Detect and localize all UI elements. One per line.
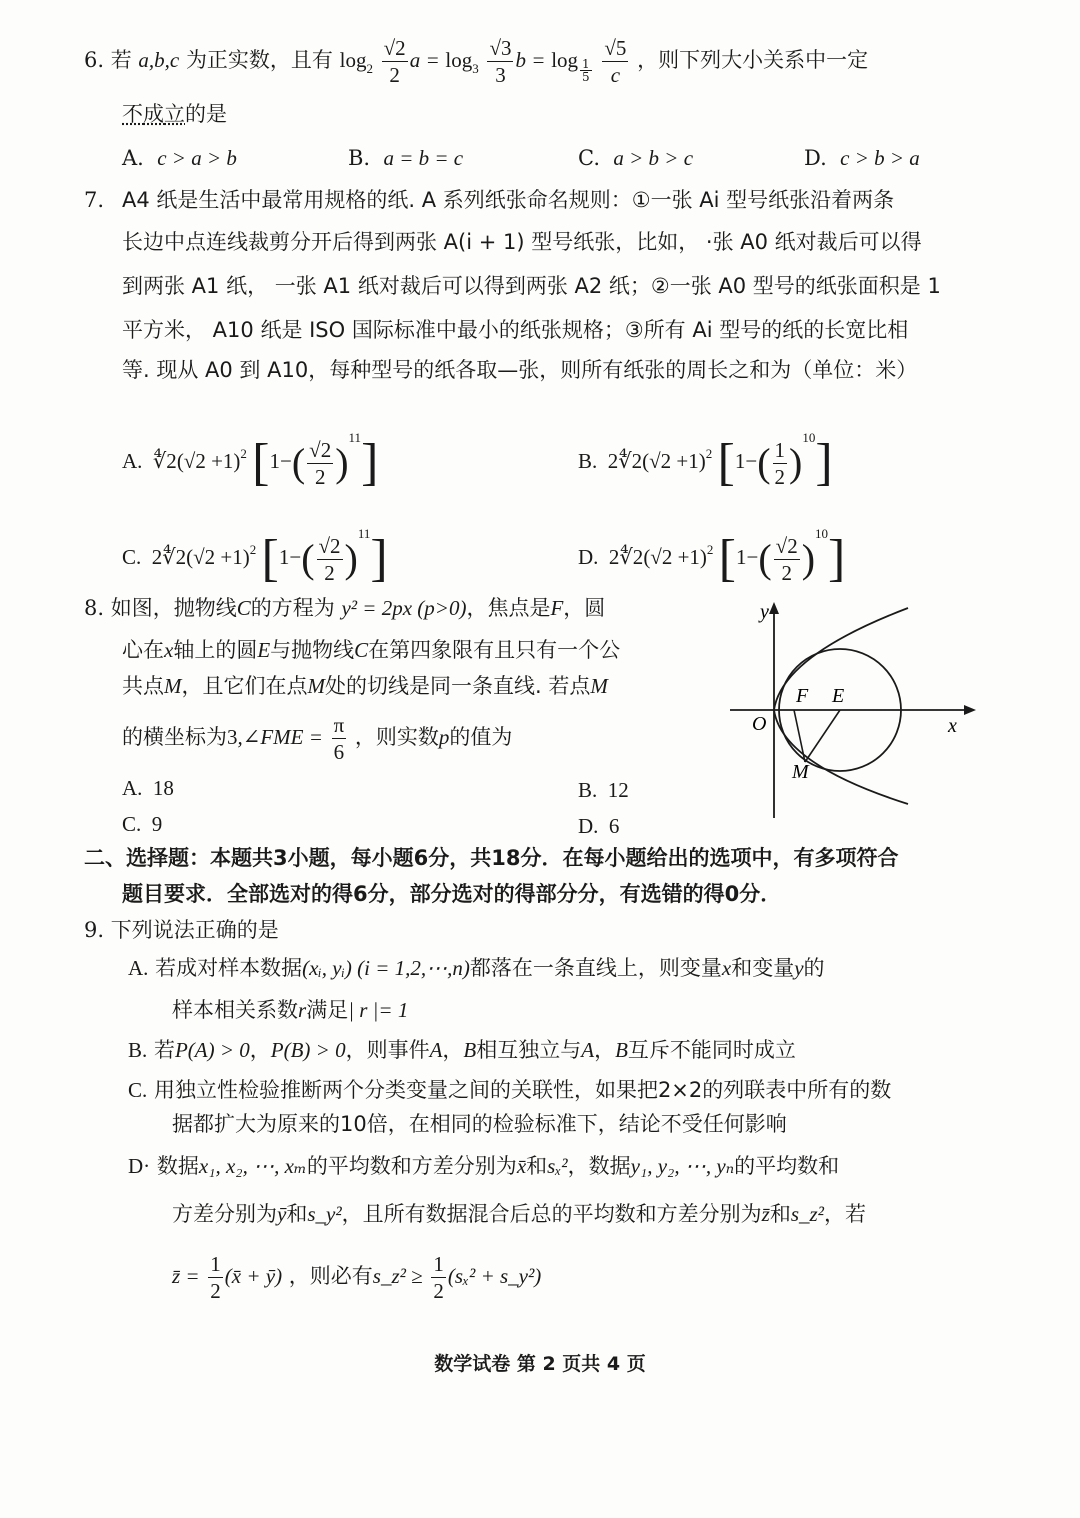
q6-option-d[interactable]: D. c > b > a <box>804 146 920 170</box>
q7-option-a[interactable]: A. ∜2(√2 +1)$^2$ [1−( $\frac{√2}{2}$ )$^{11}$] <box>122 430 379 492</box>
q6-base-frac: $\frac{1}{5}$ <box>582 57 590 84</box>
q9-stem: 9. 下列说法正确的是 <box>84 918 279 942</box>
q7-option-b[interactable]: B. 2∜2(√2 +1)$^2$ [1−( $\frac{1}{2}$ )$^{10}$] <box>578 430 833 492</box>
q6-stem-line1: 6. 若 a,b,c 为正实数，且有 $\log_2$ $\frac{√2}{2}$ $a = \log_3$ $\frac{√3}{3}$ b = log $\frac{1}{5}$ $\frac{√5}{c}$ ，则下列大小关系中一定 <box>84 36 869 87</box>
q6-option-b[interactable]: B. a = b = c <box>348 146 464 170</box>
q7-stem-line1: A4 纸是生活中最常用规格的纸. A 系列纸张命名规则：①一张 Ai 型号纸张沿着两条 <box>122 188 895 212</box>
label-y: y <box>760 601 769 623</box>
label-e: E <box>832 685 845 707</box>
q9-option-d-line2: 方差分别为ȳ和s_y²，且所有数据混合后总的平均数和方差分别为z̄和s_z²，若 <box>172 1202 866 1226</box>
q6-frac-1: $\frac{√2}{2}$ <box>383 36 406 87</box>
q8-parabola-figure <box>722 596 982 826</box>
label-o: O <box>752 713 767 735</box>
y-axis-arrow <box>769 602 779 614</box>
x-axis-arrow <box>964 705 976 715</box>
q9-option-c-line1[interactable]: C. 用独立性检验推断两个分类变量之间的关联性，如果把2×2的列联表中所有的数 <box>128 1078 892 1102</box>
q8-option-d[interactable]: D. 6 <box>578 814 620 838</box>
q7-stem-line3: 到两张 A1 纸， 一张 A1 纸对裁后可以得到两张 A2 纸；②一张 A0 型号的纸张面积是 1 <box>122 274 941 298</box>
q6-stem-line2: 不成立的是 <box>122 102 227 126</box>
q7-number: 7. <box>84 188 105 212</box>
q8-stem-line2: 心在x轴上的圆E与抛物线C在第四象限有且只有一个公 <box>122 638 621 662</box>
label-f: F <box>796 685 809 707</box>
section2-heading-line1: 二、选择题：本题共3小题，每小题6分，共18分．在每小题给出的选项中，有多项符合 <box>84 846 899 870</box>
q9-option-b[interactable]: B. 若P(A) > 0，P(B) > 0，则事件A，B相互独立与A，B互斥不能同时成立 <box>128 1038 796 1062</box>
q6-frac-3: $\frac{√5}{c}$ <box>604 36 627 87</box>
segment-em <box>805 710 840 762</box>
q8-option-b[interactable]: B. 12 <box>578 778 629 802</box>
label-x: x <box>948 715 957 737</box>
page-footer: 数学试卷 第 2 页共 4 页 <box>434 1353 646 1375</box>
q6-option-a[interactable]: A. c > a > b <box>122 146 237 170</box>
q8-option-c[interactable]: C. 9 <box>122 812 163 836</box>
q8-stem-line4: 的横坐标为3,∠FME = $\frac{\pi}{6}$ ，则实数p的值为 <box>122 713 513 764</box>
q7-stem-line2: 长边中点连线裁剪分开后得到两张 A(i + 1) 型号纸张，比如， ·张 A0 纸对裁后可以得 <box>122 230 922 254</box>
q9-option-c-line2: 据都扩大为原来的10倍，在相同的检验标准下，结论不受任何影响 <box>172 1112 787 1136</box>
section2-heading-line2: 题目要求．全部选对的得6分，部分选对的得部分分，有选错的得0分． <box>122 882 782 906</box>
q7-stem-line4: 平方米， A10 纸是 ISO 国际标准中最小的纸张规格；③所有 Ai 型号的纸的长宽比相 <box>122 318 909 342</box>
q9-option-a-line1[interactable]: A. 若成对样本数据(xᵢ, yᵢ) (i = 1,2,⋯,n)都落在一条直线上，则变量x和变量y的 <box>128 956 825 980</box>
q7-stem-line5: 等. 现从 A0 到 A10，每种型号的纸各取—张，则所有纸张的周长之和为（单位：米） <box>122 358 918 382</box>
q9-option-a-line2: 样本相关系数r满足| r |= 1 <box>172 998 409 1022</box>
q7-option-c[interactable]: C. 2∜2(√2 +1)$^2$ [1−( $\frac{√2}{2}$ )$^{11}$] <box>122 526 388 588</box>
q8-option-a[interactable]: A. 18 <box>122 776 174 800</box>
q9-option-d-line3: z̄ = $\frac{1}{2}$ (x̄ + ȳ) ，则必有s_z² ≥ $\frac{1}{2}$ (sₓ² + s_y²) <box>172 1252 542 1303</box>
q6-frac-2: $\frac{√3}{3}$ <box>489 36 512 87</box>
segment-fm <box>794 710 805 762</box>
q8-stem-line3: 共点M，且它们在点M处的切线是同一条直线. 若点M <box>122 674 608 698</box>
q9-option-d-line1[interactable]: D· 数据x₁, x₂, ⋯, xₘ的平均数和方差分别为x̄和sₓ²，数据y₁, y₂, ⋯, yₙ的平均数和 <box>128 1154 840 1178</box>
label-m: M <box>792 761 809 783</box>
q8-stem-line1: 8. 如图，抛物线C的方程为 y² = 2px (p>0)，焦点是F，圆 <box>84 596 606 620</box>
q7-option-d[interactable]: D. 2∜2(√2 +1)$^2$ [1−( $\frac{√2}{2}$ )$^{10}$] <box>578 526 846 588</box>
q6-option-c[interactable]: C. a > b > c <box>578 146 694 170</box>
